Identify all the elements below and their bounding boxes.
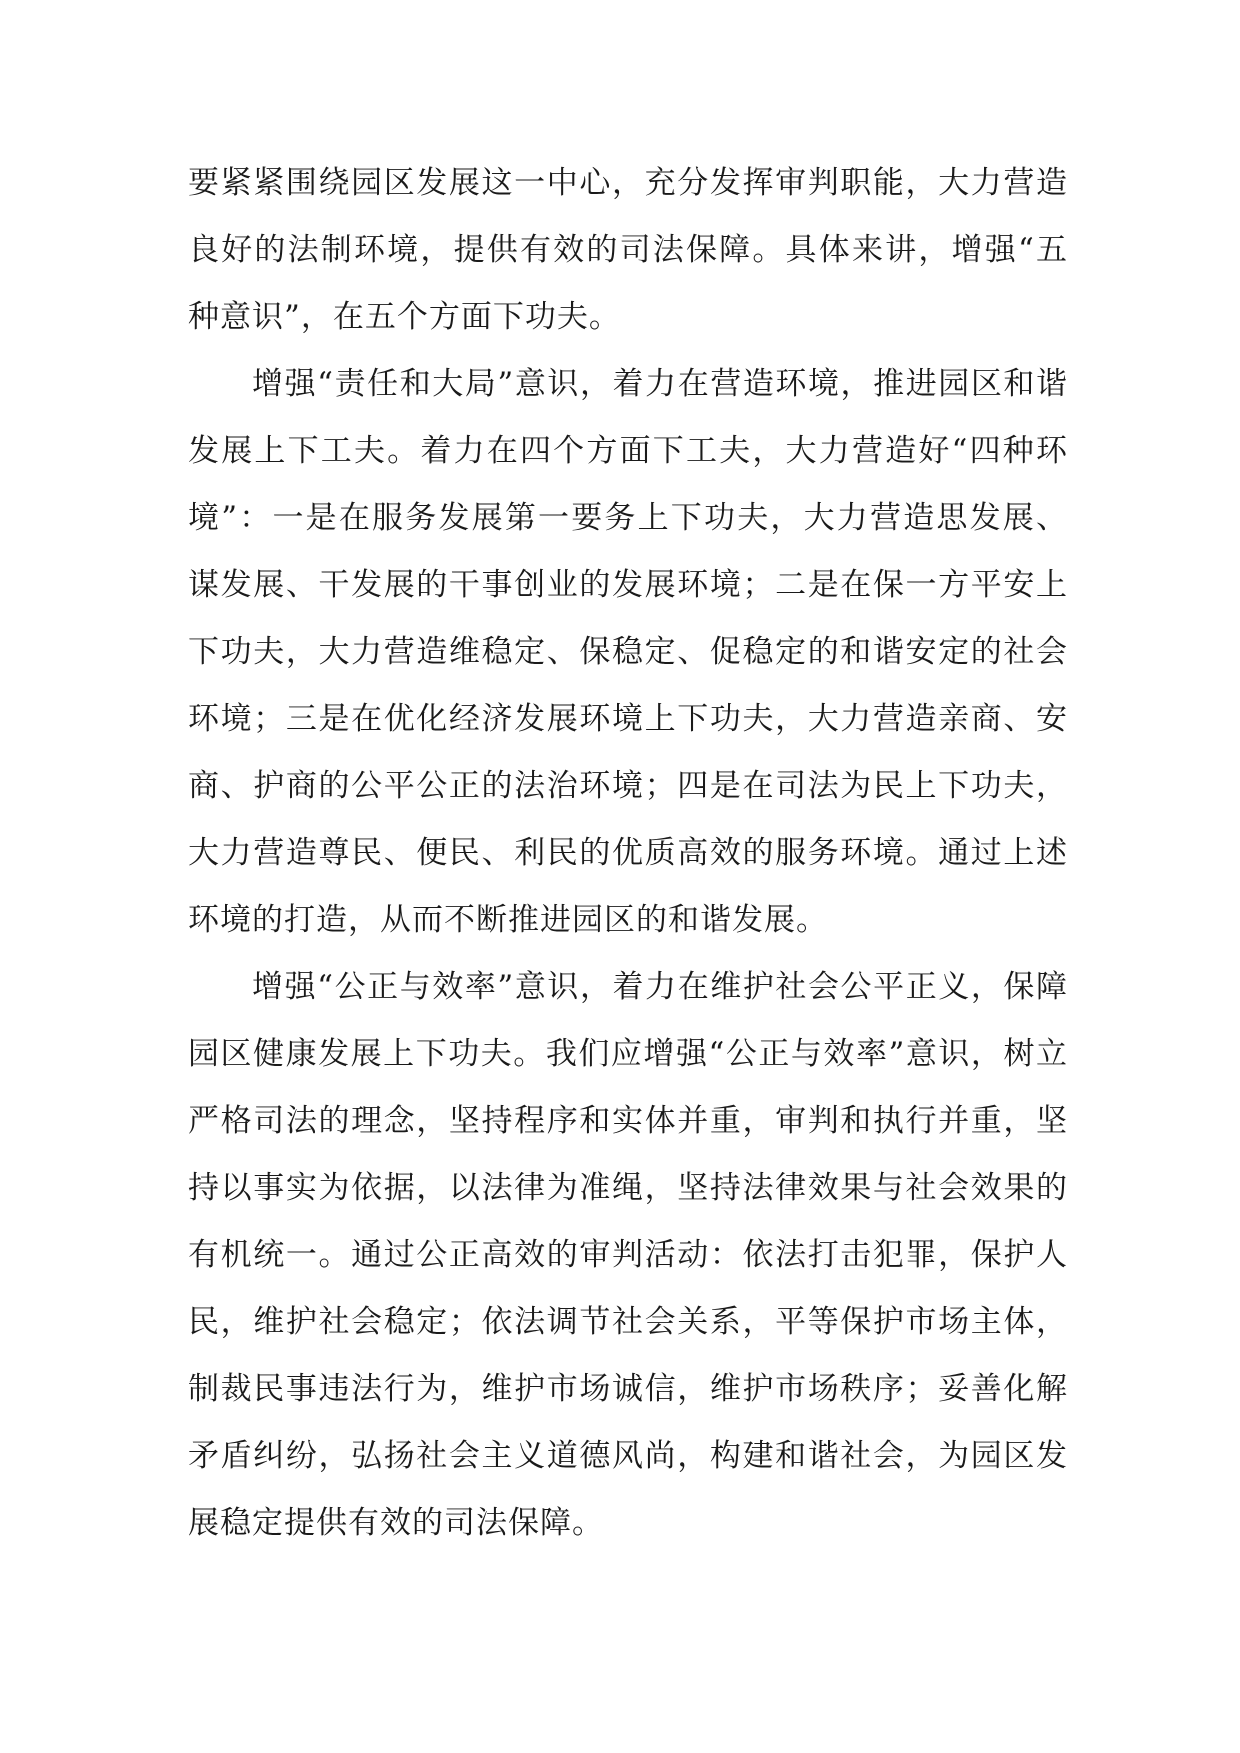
paragraph-2: 增强“责任和大局”意识，着力在营造环境，推进园区和谐发展上下工夫。着力在四个方面下工夫，大力营造好“四种环境”：一是在服务发展第一要务上下功夫，大力营造思发展、谋发展、干发展的干事创业的发展环境；二是在保一方平安上下功夫，大力营造维稳定、保稳定、促稳定的和谐安定的社会环境；三是在优化经济发展环境上下功夫，大力营造亲商、安商、护商的公平公正的法治环境；四是在司法为民上下功夫，大力营造尊民、便民、利民的优质高效的服务环境。通过上述环境的打造，从而不断推进园区的和谐发展。 bbox=[188, 366, 1068, 938]
document-body bbox=[188, 150, 1068, 1557]
paragraph-1: 要紧紧围绕园区发展这一中心，充分发挥审判职能，大力营造良好的法制环境，提供有效的司法保障。具体来讲，增强“五种意识”，在五个方面下功夫。 bbox=[188, 165, 1068, 335]
paragraph-3: 增强“公正与效率”意识，着力在维护社会公平正义，保障园区健康发展上下功夫。我们应增强“公正与效率”意识，树立严格司法的理念，坚持程序和实体并重，审判和执行并重，坚持以事实为依据，以法律为准绳，坚持法律效果与社会效果的有机统一。通过公正高效的审判活动：依法打击犯罪，保护人民，维护社会稳定；依法调节社会关系，平等保护市场主体，制裁民事违法行为，维护市场诚信，维护市场秩序；妥善化解矛盾纠纷，弘扬社会主义道德风尚，构建和谐社会，为园区发展稳定提供有效的司法保障。 bbox=[188, 969, 1068, 1541]
